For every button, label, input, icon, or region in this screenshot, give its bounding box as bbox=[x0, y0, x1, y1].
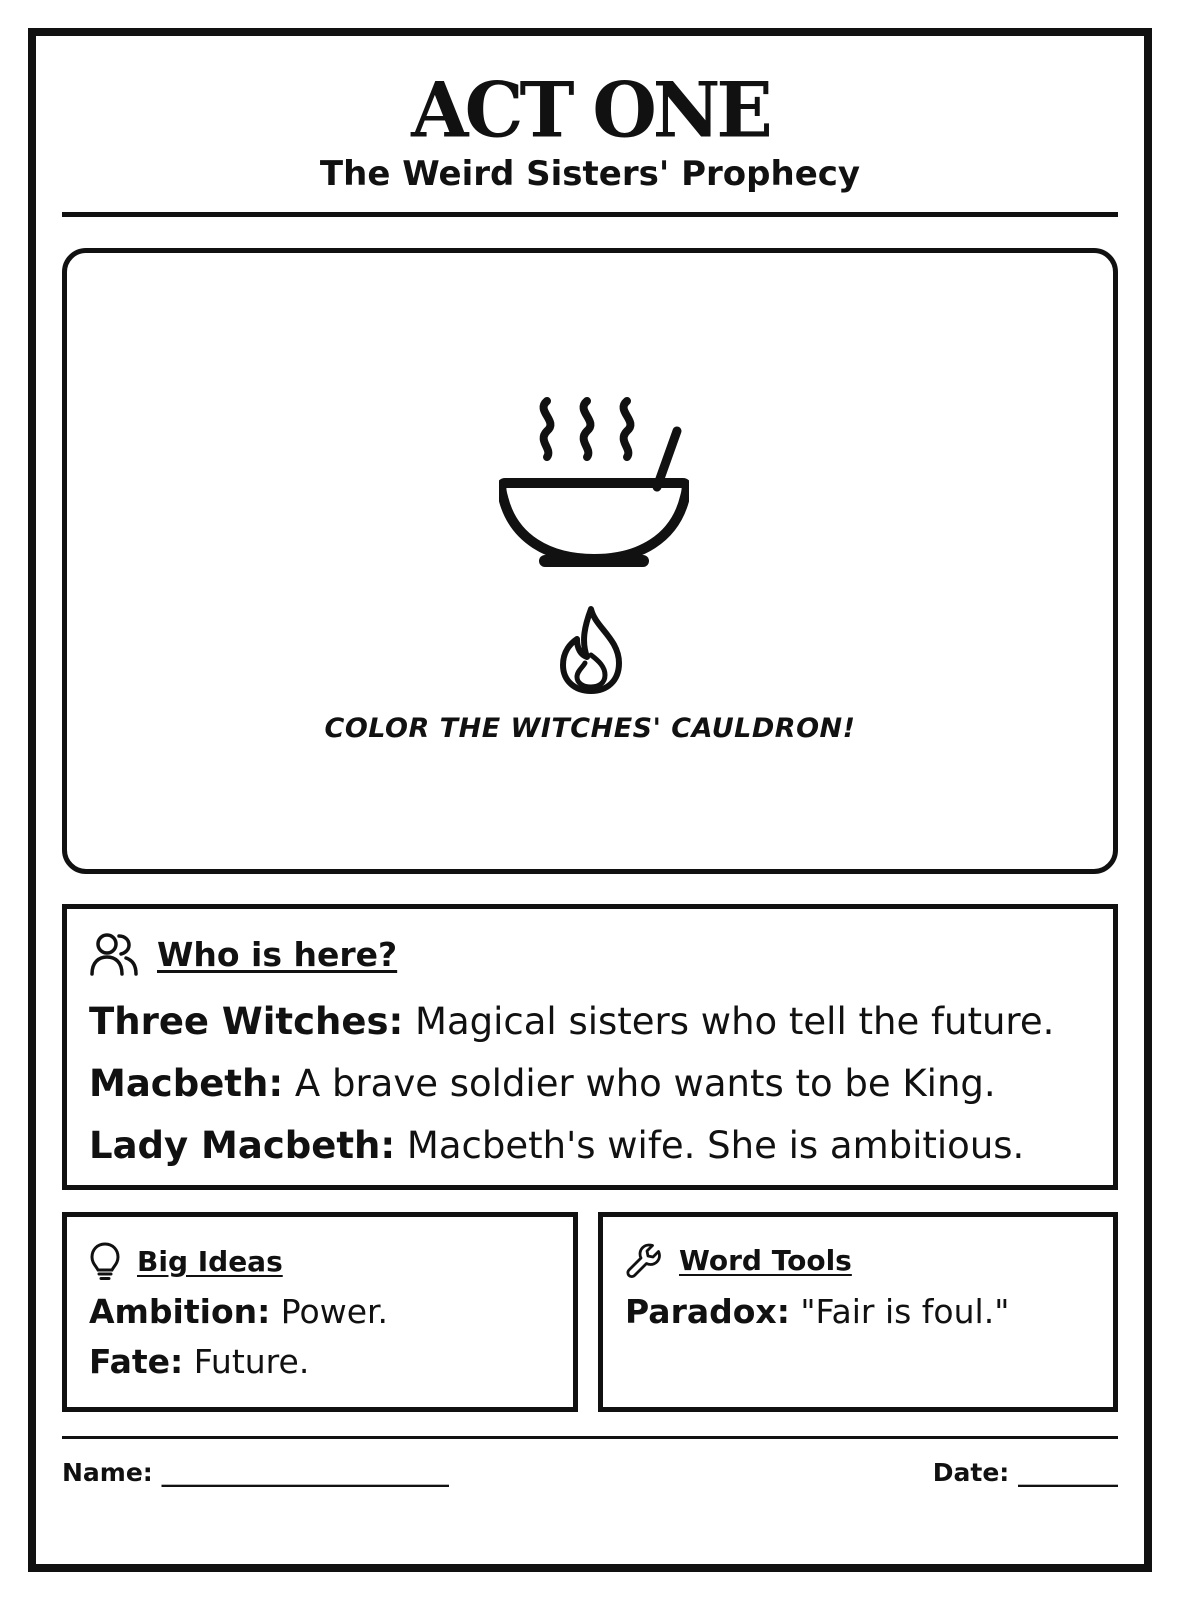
wrench-icon bbox=[625, 1241, 663, 1279]
page-subtitle: The Weird Sisters' Prophecy bbox=[319, 154, 861, 194]
character-item bbox=[89, 1115, 1054, 1177]
tool-definition: "Fair is foul." bbox=[789, 1292, 1010, 1331]
idea-item bbox=[89, 1287, 388, 1337]
footer-divider bbox=[62, 1436, 1118, 1439]
big-ideas-panel bbox=[62, 1212, 578, 1412]
character-item bbox=[89, 1053, 1054, 1115]
word-tools-list bbox=[625, 1287, 1009, 1337]
character-name: Three Witches: bbox=[89, 1000, 404, 1043]
tool-term: Paradox: bbox=[625, 1292, 790, 1331]
name-field[interactable]: Name: _______________________ bbox=[62, 1458, 449, 1487]
worksheet-page bbox=[28, 28, 1152, 1572]
cauldron-icon bbox=[499, 391, 689, 571]
worksheet-content bbox=[62, 36, 1118, 1564]
big-ideas-title: Big Ideas bbox=[137, 1244, 283, 1278]
idea-definition: Future. bbox=[183, 1342, 310, 1381]
character-description: A brave soldier who wants to be King. bbox=[283, 1062, 996, 1105]
character-name: Lady Macbeth: bbox=[89, 1124, 396, 1167]
character-description: Magical sisters who tell the future. bbox=[403, 1000, 1055, 1043]
character-name: Macbeth: bbox=[89, 1062, 284, 1105]
date-field[interactable]: Date: ________ bbox=[932, 1458, 1118, 1487]
tool-item bbox=[625, 1287, 1009, 1337]
idea-item bbox=[89, 1337, 388, 1387]
big-ideas-heading bbox=[89, 1241, 283, 1281]
characters-heading bbox=[89, 931, 397, 977]
page-title: ACT ONE bbox=[411, 67, 769, 155]
character-list bbox=[89, 991, 1054, 1177]
users-icon bbox=[89, 931, 139, 977]
fire-icon bbox=[555, 605, 627, 695]
characters-title: Who is here? bbox=[157, 934, 398, 974]
word-tools-title: Word Tools bbox=[679, 1243, 852, 1277]
idea-definition: Power. bbox=[270, 1292, 389, 1331]
character-description: Macbeth's wife. She is ambitious. bbox=[395, 1124, 1025, 1167]
header-divider bbox=[62, 212, 1118, 217]
header bbox=[62, 36, 1118, 194]
coloring-instruction: COLOR THE WITCHES' CAULDRON! bbox=[324, 713, 856, 744]
word-tools-heading bbox=[625, 1241, 852, 1279]
big-ideas-list bbox=[89, 1287, 388, 1387]
word-tools-panel bbox=[598, 1212, 1118, 1412]
coloring-panel bbox=[62, 248, 1118, 874]
idea-term: Fate: bbox=[89, 1342, 184, 1381]
idea-term: Ambition: bbox=[89, 1292, 271, 1331]
lightbulb-icon bbox=[89, 1241, 121, 1281]
characters-panel bbox=[62, 904, 1118, 1190]
character-item bbox=[89, 991, 1054, 1053]
